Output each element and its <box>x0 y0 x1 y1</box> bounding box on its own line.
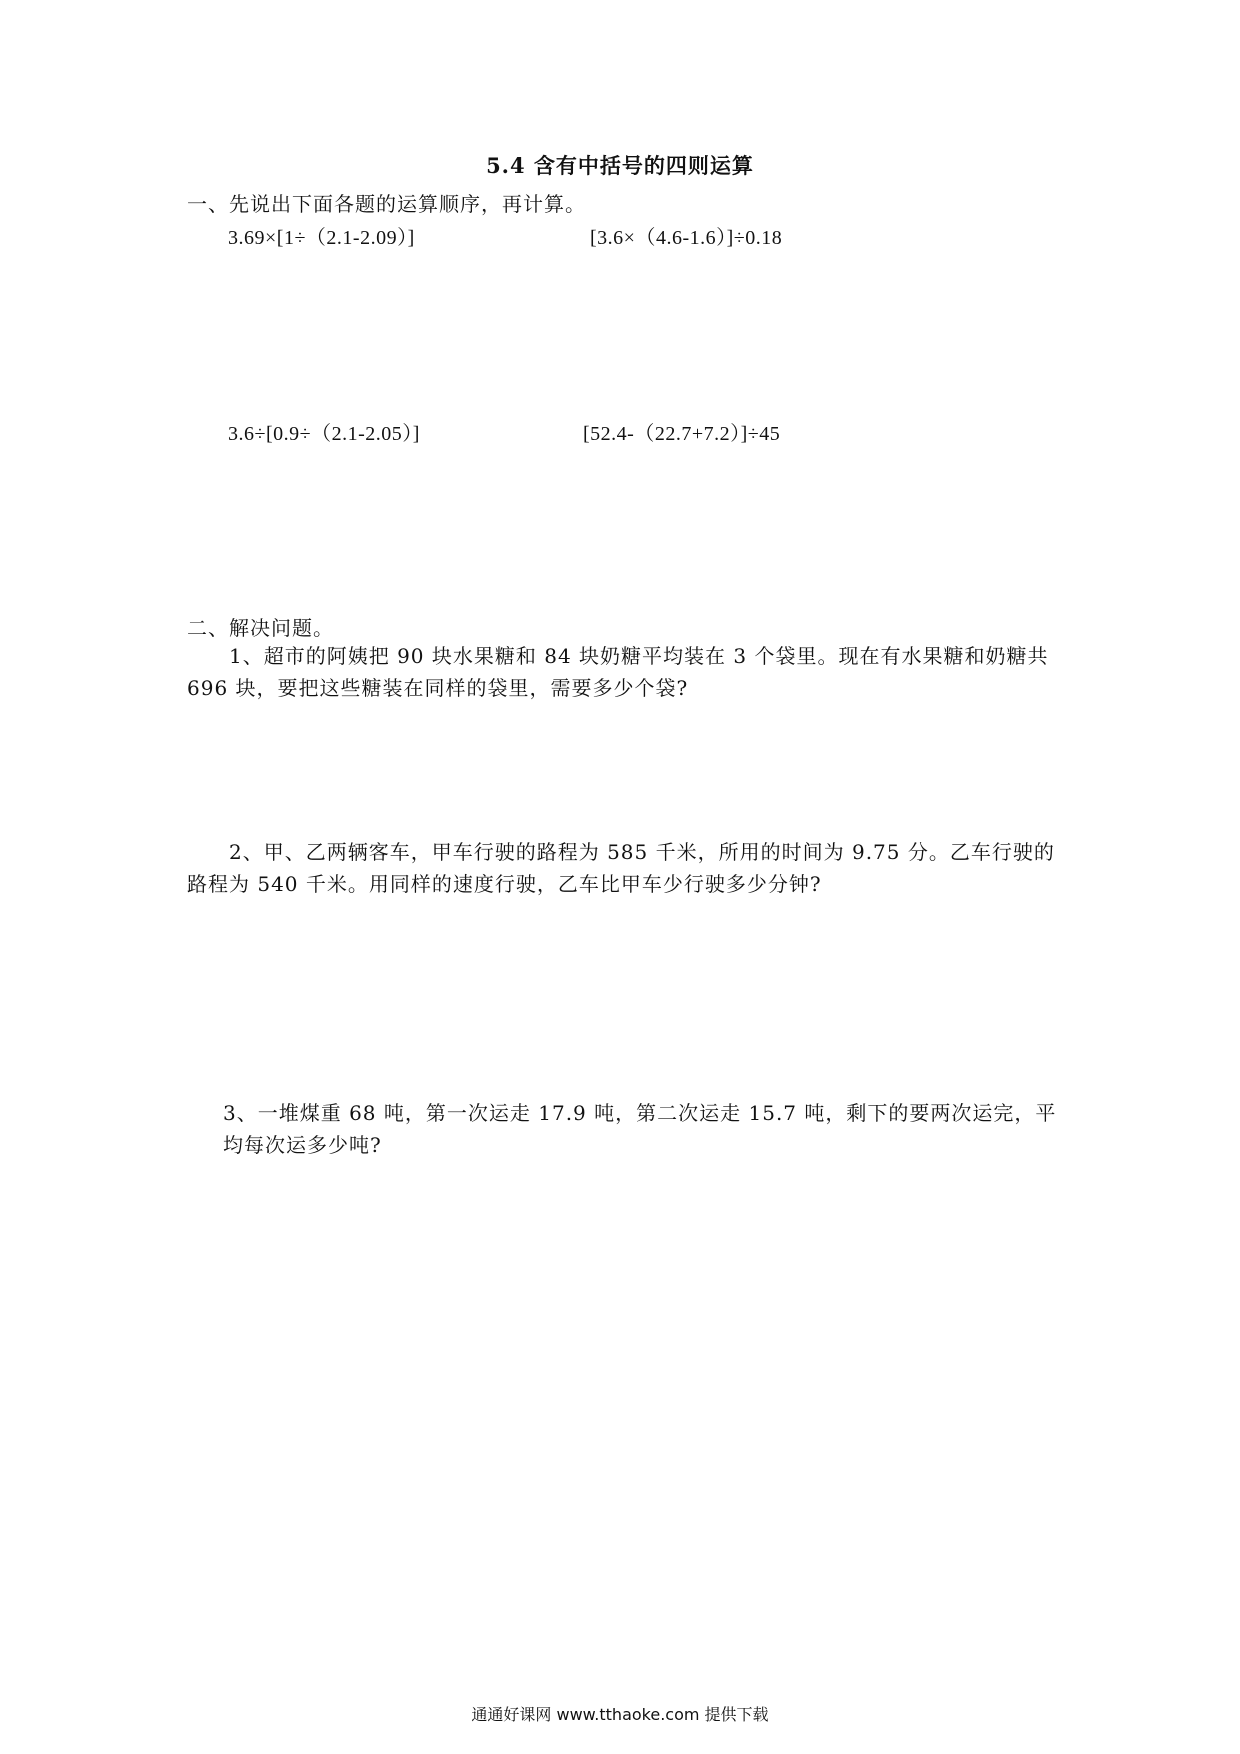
problem-3-line-1: 3、一堆煤重 68 吨，第一次运走 17.9 吨，第二次运走 15.7 吨，剩下的要两次运完，平 <box>223 1101 1057 1125</box>
section-2-heading: 二、解决问题。 <box>187 616 334 640</box>
section-1-heading: 一、先说出下面各题的运算顺序，再计算。 <box>187 192 586 216</box>
problem-2 <box>187 836 1057 900</box>
problem-1-line-2: 696 块，要把这些糖装在同样的袋里，需要多少个袋? <box>187 676 689 700</box>
expression-4: [52.4-（22.7+7.2）]÷45 <box>583 423 781 445</box>
footer-credit: 通通好课网 www.tthaoke.com 提供下载 <box>471 1705 769 1724</box>
problem-2-line-2: 路程为 540 千米。用同样的速度行驶，乙车比甲车少行驶多少分钟? <box>187 872 822 896</box>
problem-1-line-1: 1、超市的阿姨把 90 块水果糖和 84 块奶糖平均装在 3 个袋里。现在有水果糖和奶糖共 <box>229 644 1049 668</box>
problem-3 <box>223 1097 1057 1161</box>
problem-3-line-2: 均每次运多少吨? <box>223 1133 382 1157</box>
expression-2: [3.6×（4.6-1.6）]÷0.18 <box>590 227 783 249</box>
problem-2-line-1: 2、甲、乙两辆客车，甲车行驶的路程为 585 千米，所用的时间为 9.75 分。乙车行驶的 <box>229 840 1055 864</box>
expression-1: 3.69×[1÷（2.1-2.09）] <box>228 227 415 249</box>
expression-3: 3.6÷[0.9÷（2.1-2.05）] <box>228 423 420 445</box>
page-title: 5.4 含有中括号的四则运算 <box>486 153 754 178</box>
problem-1 <box>187 640 1057 704</box>
